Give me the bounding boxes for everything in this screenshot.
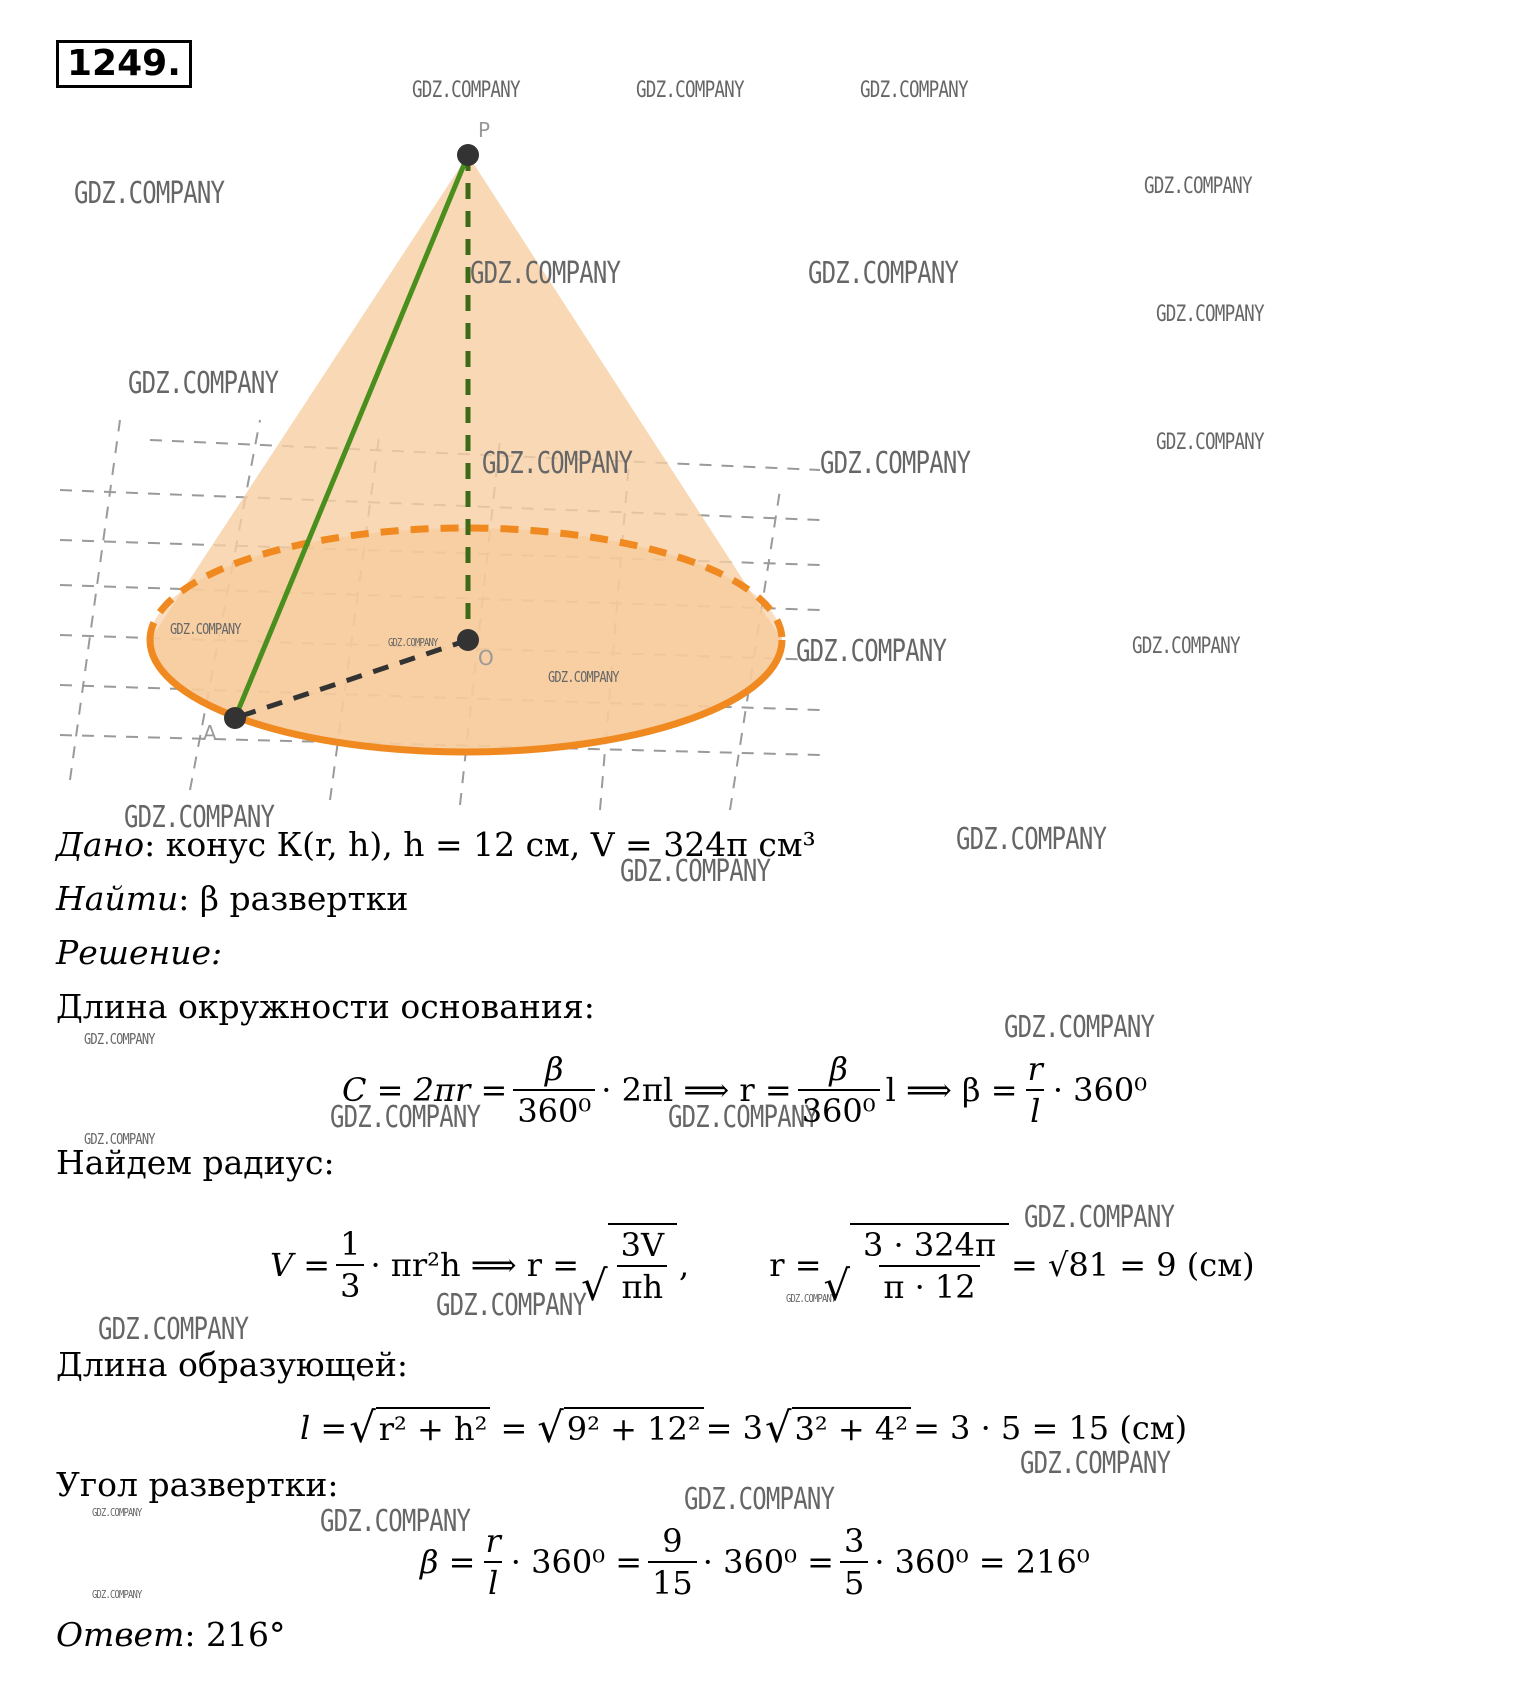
given-label: Дано	[56, 825, 145, 864]
watermark: GDZ.COMPANY	[84, 1130, 155, 1148]
generatrix-formula: l = √ r² + h² = √ 9² + 12² = 3 √ 3² + 4² = 3 · 5 = 15 (см)	[300, 1403, 1188, 1453]
watermark: GDZ.COMPANY	[470, 256, 621, 291]
watermark: GDZ.COMPANY	[548, 668, 619, 686]
watermark: GDZ.COMPANY	[796, 634, 947, 669]
given-line	[56, 824, 816, 866]
watermark: GDZ.COMPANY	[98, 1312, 249, 1347]
watermark: GDZ.COMPANY	[84, 1030, 155, 1048]
given-text: : конус К(r, h), h = 12 см, V = 324π см³	[144, 825, 816, 864]
solution-label: Решение:	[56, 933, 223, 972]
radius-formula: V = $\frac{1}{3}$ · πr²h ⟹ r = √ $\frac{3V}{\pi h}$ , r = √ $\frac{3 \cdot 324\pi}{\pi \cdot 12}$ = √81 = 9 (см)	[270, 1225, 1255, 1311]
watermark: GDZ.COMPANY	[1156, 430, 1264, 455]
step4-heading: Угол развертки:	[56, 1465, 339, 1504]
point-p	[457, 144, 479, 166]
find-text: : β развертки	[178, 879, 409, 918]
watermark: GDZ.COMPANY	[92, 1588, 142, 1601]
watermark: GDZ.COMPANY	[388, 636, 438, 649]
problem-number: 1249.	[56, 40, 192, 88]
cone-figure	[0, 0, 1532, 820]
circumference-formula: C = 2πr = $\frac{\beta}{\text{360⁰}}$ · 2πl ⟹ r = $\frac{\beta}{\text{360⁰}}$ l ⟹ β = $\frac{r}{l}$ · 360⁰	[342, 1050, 1148, 1130]
watermark: GDZ.COMPANY	[320, 1504, 471, 1539]
label-p: P	[478, 118, 491, 142]
watermark: GDZ.COMPANY	[668, 1100, 819, 1135]
watermark: GDZ.COMPANY	[170, 620, 241, 638]
watermark: GDZ.COMPANY	[436, 1288, 587, 1323]
watermark: GDZ.COMPANY	[128, 366, 279, 401]
watermark: GDZ.COMPANY	[1156, 302, 1264, 327]
watermark: GDZ.COMPANY	[786, 1292, 836, 1305]
watermark: GDZ.COMPANY	[1024, 1200, 1175, 1235]
point-a	[224, 707, 246, 729]
watermark: GDZ.COMPANY	[92, 1506, 142, 1519]
find-line	[56, 878, 408, 920]
watermark: GDZ.COMPANY	[860, 78, 968, 103]
watermark: GDZ.COMPANY	[1004, 1010, 1155, 1045]
answer-line	[56, 1614, 285, 1656]
watermark: GDZ.COMPANY	[74, 176, 225, 211]
step2-heading: Найдем радиус:	[56, 1143, 335, 1182]
watermark: GDZ.COMPANY	[820, 446, 971, 481]
watermark: GDZ.COMPANY	[412, 78, 520, 103]
watermark: GDZ.COMPANY	[124, 800, 275, 835]
label-a: A	[203, 721, 217, 745]
label-o: O	[478, 646, 494, 670]
find-label: Найти	[56, 879, 179, 918]
watermark: GDZ.COMPANY	[956, 822, 1107, 857]
watermark: GDZ.COMPANY	[482, 446, 633, 481]
watermark: GDZ.COMPANY	[1132, 634, 1240, 659]
watermark: GDZ.COMPANY	[808, 256, 959, 291]
watermark: GDZ.COMPANY	[1144, 174, 1252, 199]
point-o	[457, 629, 479, 651]
watermark: GDZ.COMPANY	[620, 854, 771, 889]
answer-label: Ответ	[56, 1615, 185, 1654]
answer-text: : 216°	[184, 1615, 286, 1654]
watermark: GDZ.COMPANY	[636, 78, 744, 103]
step3-heading: Длина образующей:	[56, 1345, 408, 1384]
watermark: GDZ.COMPANY	[684, 1482, 835, 1517]
watermark: GDZ.COMPANY	[1020, 1446, 1171, 1481]
watermark: GDZ.COMPANY	[330, 1100, 481, 1135]
step1-heading: Длина окружности основания:	[56, 987, 595, 1026]
angle-formula: β = $\frac{r}{l}$ · 360⁰ = $\frac{9}{15}$ · 360⁰ = $\frac{3}{5}$ · 360⁰ = 216⁰	[420, 1522, 1090, 1602]
